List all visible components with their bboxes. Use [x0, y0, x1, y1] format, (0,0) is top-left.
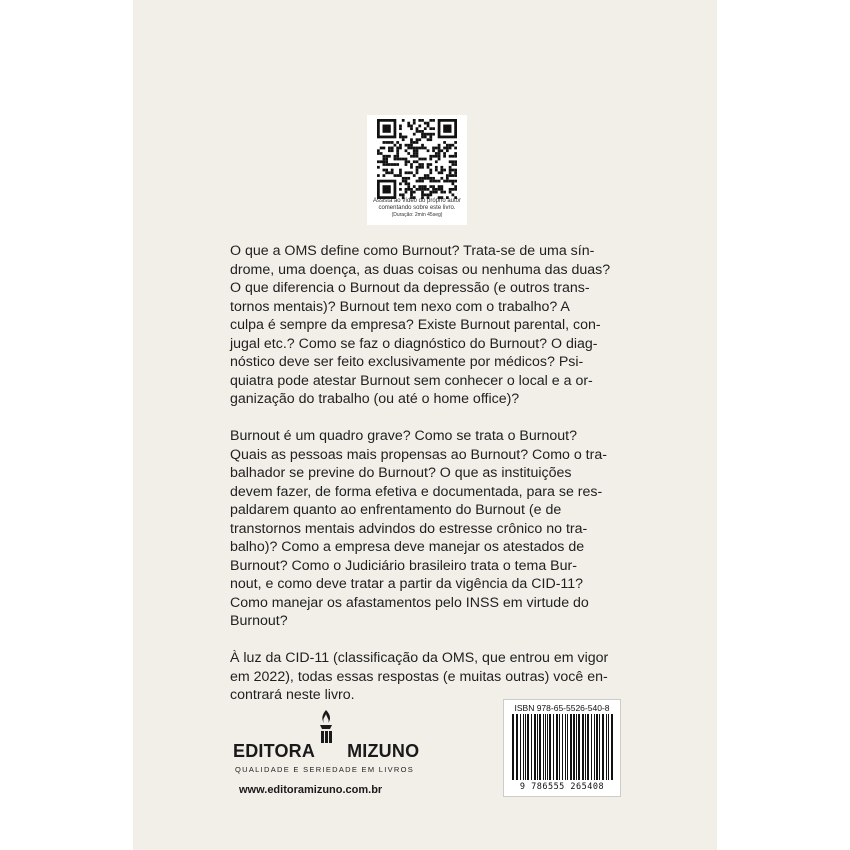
publisher-name-right: MIZUNO: [347, 741, 420, 761]
publisher-logo-block: [233, 708, 420, 808]
qr-caption-line: comentando sobre este livro.: [378, 205, 456, 211]
publisher-name-left: EDITORA: [233, 741, 316, 761]
synopsis-paragraph: Burnout é um quadro grave? Como se trata o Burnout? Quais as pessoas mais propensas ao Burnout? Como o tra- balhador se previne do Burnout? O que as instituições devem fazer, de forma efetiva e documentada, para se res- paldarem quanto ao enfrentamento do Burnout (e de transtornos mentais advindos do estresse crônico no tra- balho)? Como a empresa deve manejar os atestados de Burnout? Como o Judiciário brasileiro trata o tema Bur- nout, e como deve tratar a partir da vigência da CID-11? Como manejar os afastamentos pelo INSS em virtude do Burnout?: [230, 428, 607, 629]
isbn-barcode-panel: [503, 699, 621, 797]
synopsis: [230, 242, 619, 723]
publisher-website: www.editoramizuno.com.br: [239, 784, 383, 796]
qr-caption: [357, 198, 477, 219]
publisher-torch-logo-icon: [311, 708, 341, 744]
qr-caption-line: Assista ao vídeo do próprio autor: [372, 198, 462, 204]
barcode-icon: [508, 714, 616, 782]
isbn-digits: 9 786555 265408: [519, 782, 605, 792]
publisher-tagline: QUALIDADE E SERIEDADE EM LIVROS: [235, 765, 415, 774]
qr-caption-duration: (Duração: 2min 45seg): [391, 212, 443, 218]
publisher-name: [233, 741, 423, 762]
book-back-cover: [133, 0, 717, 850]
qr-code-icon: [377, 119, 457, 199]
synopsis-paragraph: O que a OMS define como Burnout? Trata-se de uma sín- drome, uma doença, as duas coisas ou nenhuma das duas? O que diferencia o Burnout da depressão (e outros trans- tornos mentais)? Burnout tem nexo com o trabalho? A culpa é sempre da empresa? Existe Burnout parental, con- jugal etc.? Como se faz o diagnóstico do Burnout? O diag- nóstico deve ser feito exclusivamente por médicos? Psi- quiatra pode atestar Burnout sem conhecer o local e a or- ganização do trabalho (ou até o home office)?: [230, 243, 611, 407]
synopsis-paragraph: À luz da CID-11 (classificação da OMS, que entrou em vigor em 2022), todas essas respostas (e muitas outras) você en- contrará neste livro.: [230, 650, 609, 703]
isbn-label: ISBN 978-65-5526-540-8: [514, 703, 610, 713]
